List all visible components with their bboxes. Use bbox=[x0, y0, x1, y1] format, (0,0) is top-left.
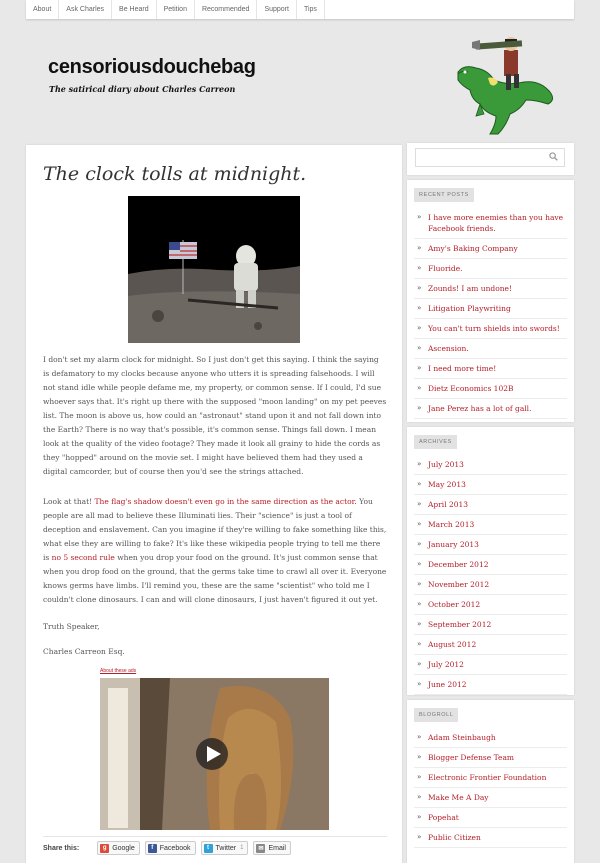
recent-posts-widget bbox=[407, 180, 574, 422]
archive-link[interactable]: » November 2012 bbox=[414, 575, 567, 595]
five-second-rule-link[interactable]: no 5 second rule bbox=[51, 553, 115, 562]
facebook-icon: f bbox=[148, 844, 157, 853]
twitter-icon: t bbox=[204, 844, 213, 853]
recent-post-link[interactable]: » You can't turn shields into swords! bbox=[414, 319, 567, 339]
nav-tips[interactable]: Tips bbox=[297, 0, 325, 19]
blogroll-link[interactable]: » Public Citizen bbox=[414, 828, 567, 848]
share-button-label: Facebook bbox=[159, 844, 191, 852]
archive-link[interactable]: » April 2013 bbox=[414, 495, 567, 515]
recent-post-link[interactable]: » Jane Perez has a lot of gall. bbox=[414, 399, 567, 419]
search-input[interactable] bbox=[415, 148, 565, 167]
recent-post-link[interactable]: » Ascension. bbox=[414, 339, 567, 359]
share-bar bbox=[43, 836, 387, 859]
search-widget bbox=[407, 143, 574, 175]
nav-recommended[interactable]: Recommended bbox=[195, 0, 257, 19]
recent-post-link[interactable]: » Fluoride. bbox=[414, 259, 567, 279]
recent-post-link[interactable]: » Dietz Economics 102B bbox=[414, 379, 567, 399]
share-facebook-button[interactable] bbox=[145, 841, 196, 855]
archives-title: ARCHIVES bbox=[414, 435, 457, 449]
recent-post-link[interactable]: » Litigation Playwriting bbox=[414, 299, 567, 319]
main-post bbox=[26, 145, 402, 863]
share-label: Share this: bbox=[43, 844, 80, 852]
nav-about[interactable]: About bbox=[26, 0, 59, 19]
site-title[interactable]: censoriousdouchebag bbox=[48, 56, 256, 78]
video-ad-player[interactable] bbox=[100, 678, 329, 830]
mascot-dinosaur-rider-image bbox=[450, 30, 562, 136]
archive-link[interactable]: » September 2012 bbox=[414, 615, 567, 635]
google-icon: g bbox=[100, 844, 109, 853]
post-text: Look at that! bbox=[43, 497, 95, 506]
post-paragraph-2 bbox=[43, 495, 387, 607]
recent-posts-list bbox=[414, 208, 567, 419]
share-button-label: Email bbox=[268, 844, 286, 852]
blogroll-widget bbox=[407, 700, 574, 863]
nav-support[interactable]: Support bbox=[257, 0, 297, 19]
recent-posts-title: RECENT POSTS bbox=[414, 188, 474, 202]
site-tagline: The satirical diary about Charles Carreon bbox=[49, 84, 236, 94]
archive-link[interactable]: » March 2013 bbox=[414, 515, 567, 535]
nav-petition[interactable]: Petition bbox=[157, 0, 195, 19]
recent-post-link[interactable]: » Zounds! I am undone! bbox=[414, 279, 567, 299]
share-button-label: Google bbox=[112, 844, 135, 852]
archives-widget bbox=[407, 427, 574, 695]
post-paragraph-1: I don't set my alarm clock for midnight. So I just don't get this saying. I think the saying is defamatory to my clocks because anyone who utters it is spreading falsehoods. I will not stand idle while people defame me, my property, or common sense. If I could, I'd sue whoever says that. It's right up there with the supposed "moon landing" on my pet peeves list. The moon is above us, how could an "astronaut" stand upon it and not fall down into the Earth? There is no way that's possible, it's common sense. Things fall down. I mean look at the quality of the video footage? They made it look all grainy to hide the cords as they "hopped" around on the movie set. I might have believed them had they used a digital camcorder, but of course then you'd see the strings attached. bbox=[43, 355, 387, 476]
archive-link[interactable]: » January 2013 bbox=[414, 535, 567, 555]
archive-link[interactable]: » October 2012 bbox=[414, 595, 567, 615]
blogroll-link[interactable]: » Make Me A Day bbox=[414, 788, 567, 808]
share-google-button[interactable] bbox=[97, 841, 140, 855]
recent-post-link[interactable]: » I need more time! bbox=[414, 359, 567, 379]
blogroll-link[interactable]: » Electronic Frontier Foundation bbox=[414, 768, 567, 788]
archives-list bbox=[414, 455, 567, 695]
archive-link[interactable]: » August 2012 bbox=[414, 635, 567, 655]
archive-link[interactable]: » May 2013 bbox=[414, 475, 567, 495]
post-text: when you drop your food on the ground. It's just common sense that when you drop food on the ground, that the germs take time to crawl all over it. Everyone knows germs have limbs. I'll remind you, these are the same "scientist" who told me I couldn't clone dinosaurs. I can and will clone dinosaurs, I just haven't figured it out yet. bbox=[43, 553, 387, 604]
top-nav bbox=[26, 0, 574, 19]
post-paragraph-3: Truth Speaker, bbox=[43, 622, 100, 631]
blogroll-list bbox=[414, 728, 567, 848]
flag-shadow-link[interactable]: The flag's shadow doesn't even go in the same direction as the actor. bbox=[94, 497, 357, 506]
blogroll-link[interactable]: » Popehat bbox=[414, 808, 567, 828]
moon-landing-photo bbox=[128, 196, 300, 343]
search-icon[interactable] bbox=[549, 152, 558, 161]
recent-post-link[interactable]: » Amy's Baking Company bbox=[414, 239, 567, 259]
archive-link[interactable]: » July 2013 bbox=[414, 455, 567, 475]
share-button-label: Twitter bbox=[215, 844, 237, 852]
post-text: You people are all mad to believe these Illuminati lies. Their "science" is just a tool of deception and enslavement. Can you imagine if they're willing to fake something like this, what else they are willing to fake? It's like these wikipedia people trying to tell me there is bbox=[43, 497, 387, 562]
twitter-count: 1 bbox=[240, 845, 244, 851]
archive-link[interactable]: » June 2012 bbox=[414, 675, 567, 695]
share-twitter-button[interactable] bbox=[201, 841, 249, 855]
nav-be-heard[interactable]: Be Heard bbox=[112, 0, 157, 19]
post-title[interactable]: The clock tolls at midnight. bbox=[43, 163, 307, 185]
blogroll-title: BLOGROLL bbox=[414, 708, 458, 722]
about-ads-link[interactable]: About these ads bbox=[100, 668, 137, 674]
nav-ask-charles[interactable]: Ask Charles bbox=[59, 0, 112, 19]
post-signature: Charles Carreon Esq. bbox=[43, 647, 125, 656]
archive-link[interactable]: » December 2012 bbox=[414, 555, 567, 575]
archive-link[interactable]: » July 2012 bbox=[414, 655, 567, 675]
blogroll-link[interactable]: » Blogger Defense Team bbox=[414, 748, 567, 768]
blogroll-link[interactable]: » Adam Steinbaugh bbox=[414, 728, 567, 748]
email-icon: ✉ bbox=[258, 845, 264, 852]
share-email-button[interactable] bbox=[253, 841, 291, 855]
recent-post-link[interactable]: » I have more enemies than you have Facebook friends. bbox=[414, 208, 567, 239]
